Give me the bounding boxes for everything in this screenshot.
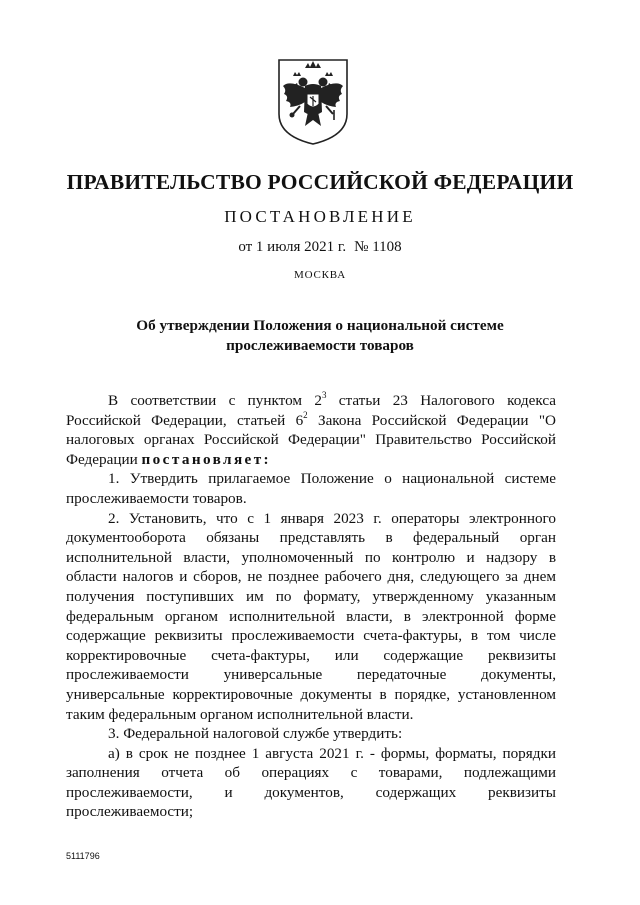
decree-subject (0, 316, 640, 356)
russian-coat-of-arms-icon (275, 56, 351, 146)
paragraph-3a: а) в срок не позднее 1 августа 2021 г. - формы, форматы, порядки заполнения отчета об операциях с товарами, подлежащими прослеживаемости, и документов, содержащих реквизиты прослеживаемости; (66, 744, 556, 821)
paragraph-1: 1. Утвердить прилагаемое Положение о национальной системе прослеживаемости товаров. (66, 470, 556, 507)
subject-line-1: Об утверждении Положения о национальной системе (136, 317, 504, 334)
date-line (0, 239, 640, 256)
decree-date: от 1 июля 2021 г. (238, 239, 347, 255)
city: МОСКВА (294, 269, 346, 281)
document-code: 5111796 (66, 851, 100, 861)
resolves-word: постановляет: (141, 450, 272, 468)
preamble: В соответствии с пунктом $2^3$ статьи 23 Налогового кодекса Российской Федерации, статьей $6^2$ Закона Российской Федерации "О налоговых органах Российской Федерации" Правительство Российской Федерации постановляет: (66, 390, 556, 468)
document-type: ПОСТАНОВЛЕНИЕ (224, 207, 416, 226)
subject-line-2: прослеживаемости товаров (226, 337, 414, 354)
decree-body (66, 391, 556, 822)
decree-number: № 1108 (354, 239, 402, 255)
government-title: ПРАВИТЕЛЬСТВО РОССИЙСКОЙ ФЕДЕРАЦИИ (66, 170, 574, 194)
paragraph-2: 2. Установить, что с 1 января 2023 г. операторы электронного документооборота обязаны представлять в федеральный орган исполнительной власти, уполномоченный по контролю и надзору в области налогов и сборов, не позднее рабочего дня, следующего за днем получения поступивших им по формату, утвержденному указанным федеральным органом исполнительной власти, в электронной форме содержащие реквизиты прослеживаемости счета-фактуры, в том числе корректировочные счета-фактуры, или содержащие реквизиты прослеживаемости универсальные передаточные документы, универсальные корректировочные документы в порядке, установленном таким федеральным органом исполнительной власти. (66, 509, 556, 723)
paragraph-3: 3. Федеральной налоговой службе утвердить: (108, 725, 403, 743)
